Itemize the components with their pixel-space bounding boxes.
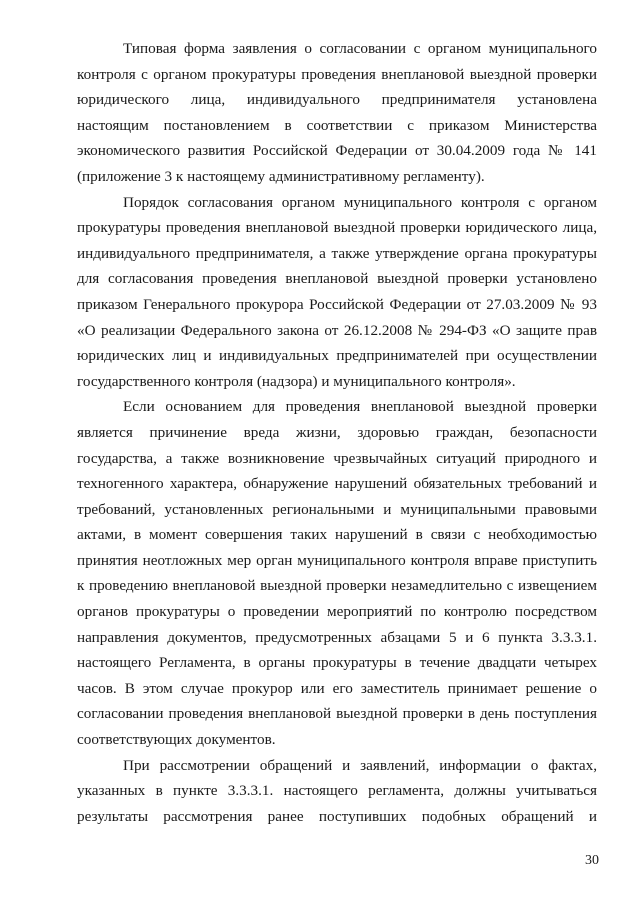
text-line: для согласования проведения внеплановой выездной проверки установлено (77, 270, 597, 288)
text-line: прокуратуры проведения внеплановой выездной проверки юридического лица, (77, 219, 597, 237)
text-line: принятия неотложных мер орган муниципального контроля вправе приступить (77, 551, 597, 569)
text-line: требований, установленных региональными и муниципальными правовыми (77, 500, 597, 518)
paragraph-4 (77, 753, 597, 830)
text-line: При рассмотрении обращений и заявлений, информации о фактах, (123, 756, 597, 774)
text-line: соответствующих документов. (77, 731, 276, 749)
paragraph-1 (77, 36, 597, 190)
text-line: юридического лица, индивидуального предпринимателя установлена (77, 91, 597, 109)
text-line: органов прокуратуры о проведении мероприятий по контролю посредством (77, 603, 597, 621)
paragraph-2 (77, 190, 597, 395)
text-line: указанных в пункте 3.3.3.1. настоящего регламента, должны учитываться (77, 782, 597, 800)
text-line: результаты рассмотрения ранее поступивших подобных обращений и (77, 807, 597, 825)
text-line: Если основанием для проведения внеплановой выездной проверки (123, 398, 597, 416)
text-line: контроля с органом прокуратуры проведения внеплановой выездной проверки (77, 65, 597, 83)
text-line: настоящим постановлением в соответствии с приказом Министерства (77, 116, 597, 134)
text-line: является причинение вреда жизни, здоровью граждан, безопасности (77, 423, 597, 441)
text-line: Типовая форма заявления о согласовании с органом муниципального (123, 40, 597, 57)
document-page (77, 36, 597, 829)
text-line: индивидуального предпринимателя, а также утверждение органа прокуратуры (77, 244, 597, 262)
text-line: часов. В этом случае прокурор или его заместитель принимает решение о (77, 679, 597, 697)
text-line: государства, а также возникновение чрезвычайных ситуаций природного и (77, 449, 597, 467)
text-line: Порядок согласования органом муниципального контроля с органом (123, 193, 597, 211)
page-number: 30 (585, 853, 599, 868)
text-line: юридических лиц и индивидуальных предпринимателей при осуществлении (77, 347, 597, 365)
text-line: (приложение 3 к настоящему административному регламенту). (77, 167, 485, 185)
text-line: актами, в момент совершения таких нарушений в связи с необходимостью (77, 526, 597, 544)
paragraph-3 (77, 394, 597, 752)
text-line: настоящего Регламента, в органы прокуратуры в течение двадцати четырех (77, 654, 597, 672)
text-line: направления документов, предусмотренных абзацами 5 и 6 пункта 3.3.3.1. (77, 628, 597, 646)
text-line: согласовании проведения внеплановой выездной проверки в день поступления (77, 705, 597, 723)
text-line: техногенного характера, обнаружение нарушений обязательных требований и (77, 475, 597, 493)
text-line: к проведению внеплановой выездной проверки незамедлительно с извещением (77, 577, 597, 595)
text-line: «О реализации Федерального закона от 26.12.2008 № 294-ФЗ «О защите прав (77, 321, 597, 339)
text-line: приказом Генерального прокурора Российской Федерации от 27.03.2009 № 93 (77, 295, 597, 313)
text-line: государственного контроля (надзора) и муниципального контроля». (77, 372, 516, 390)
text-line: экономического развития Российской Федерации от 30.04.2009 года № 141 (77, 142, 597, 160)
